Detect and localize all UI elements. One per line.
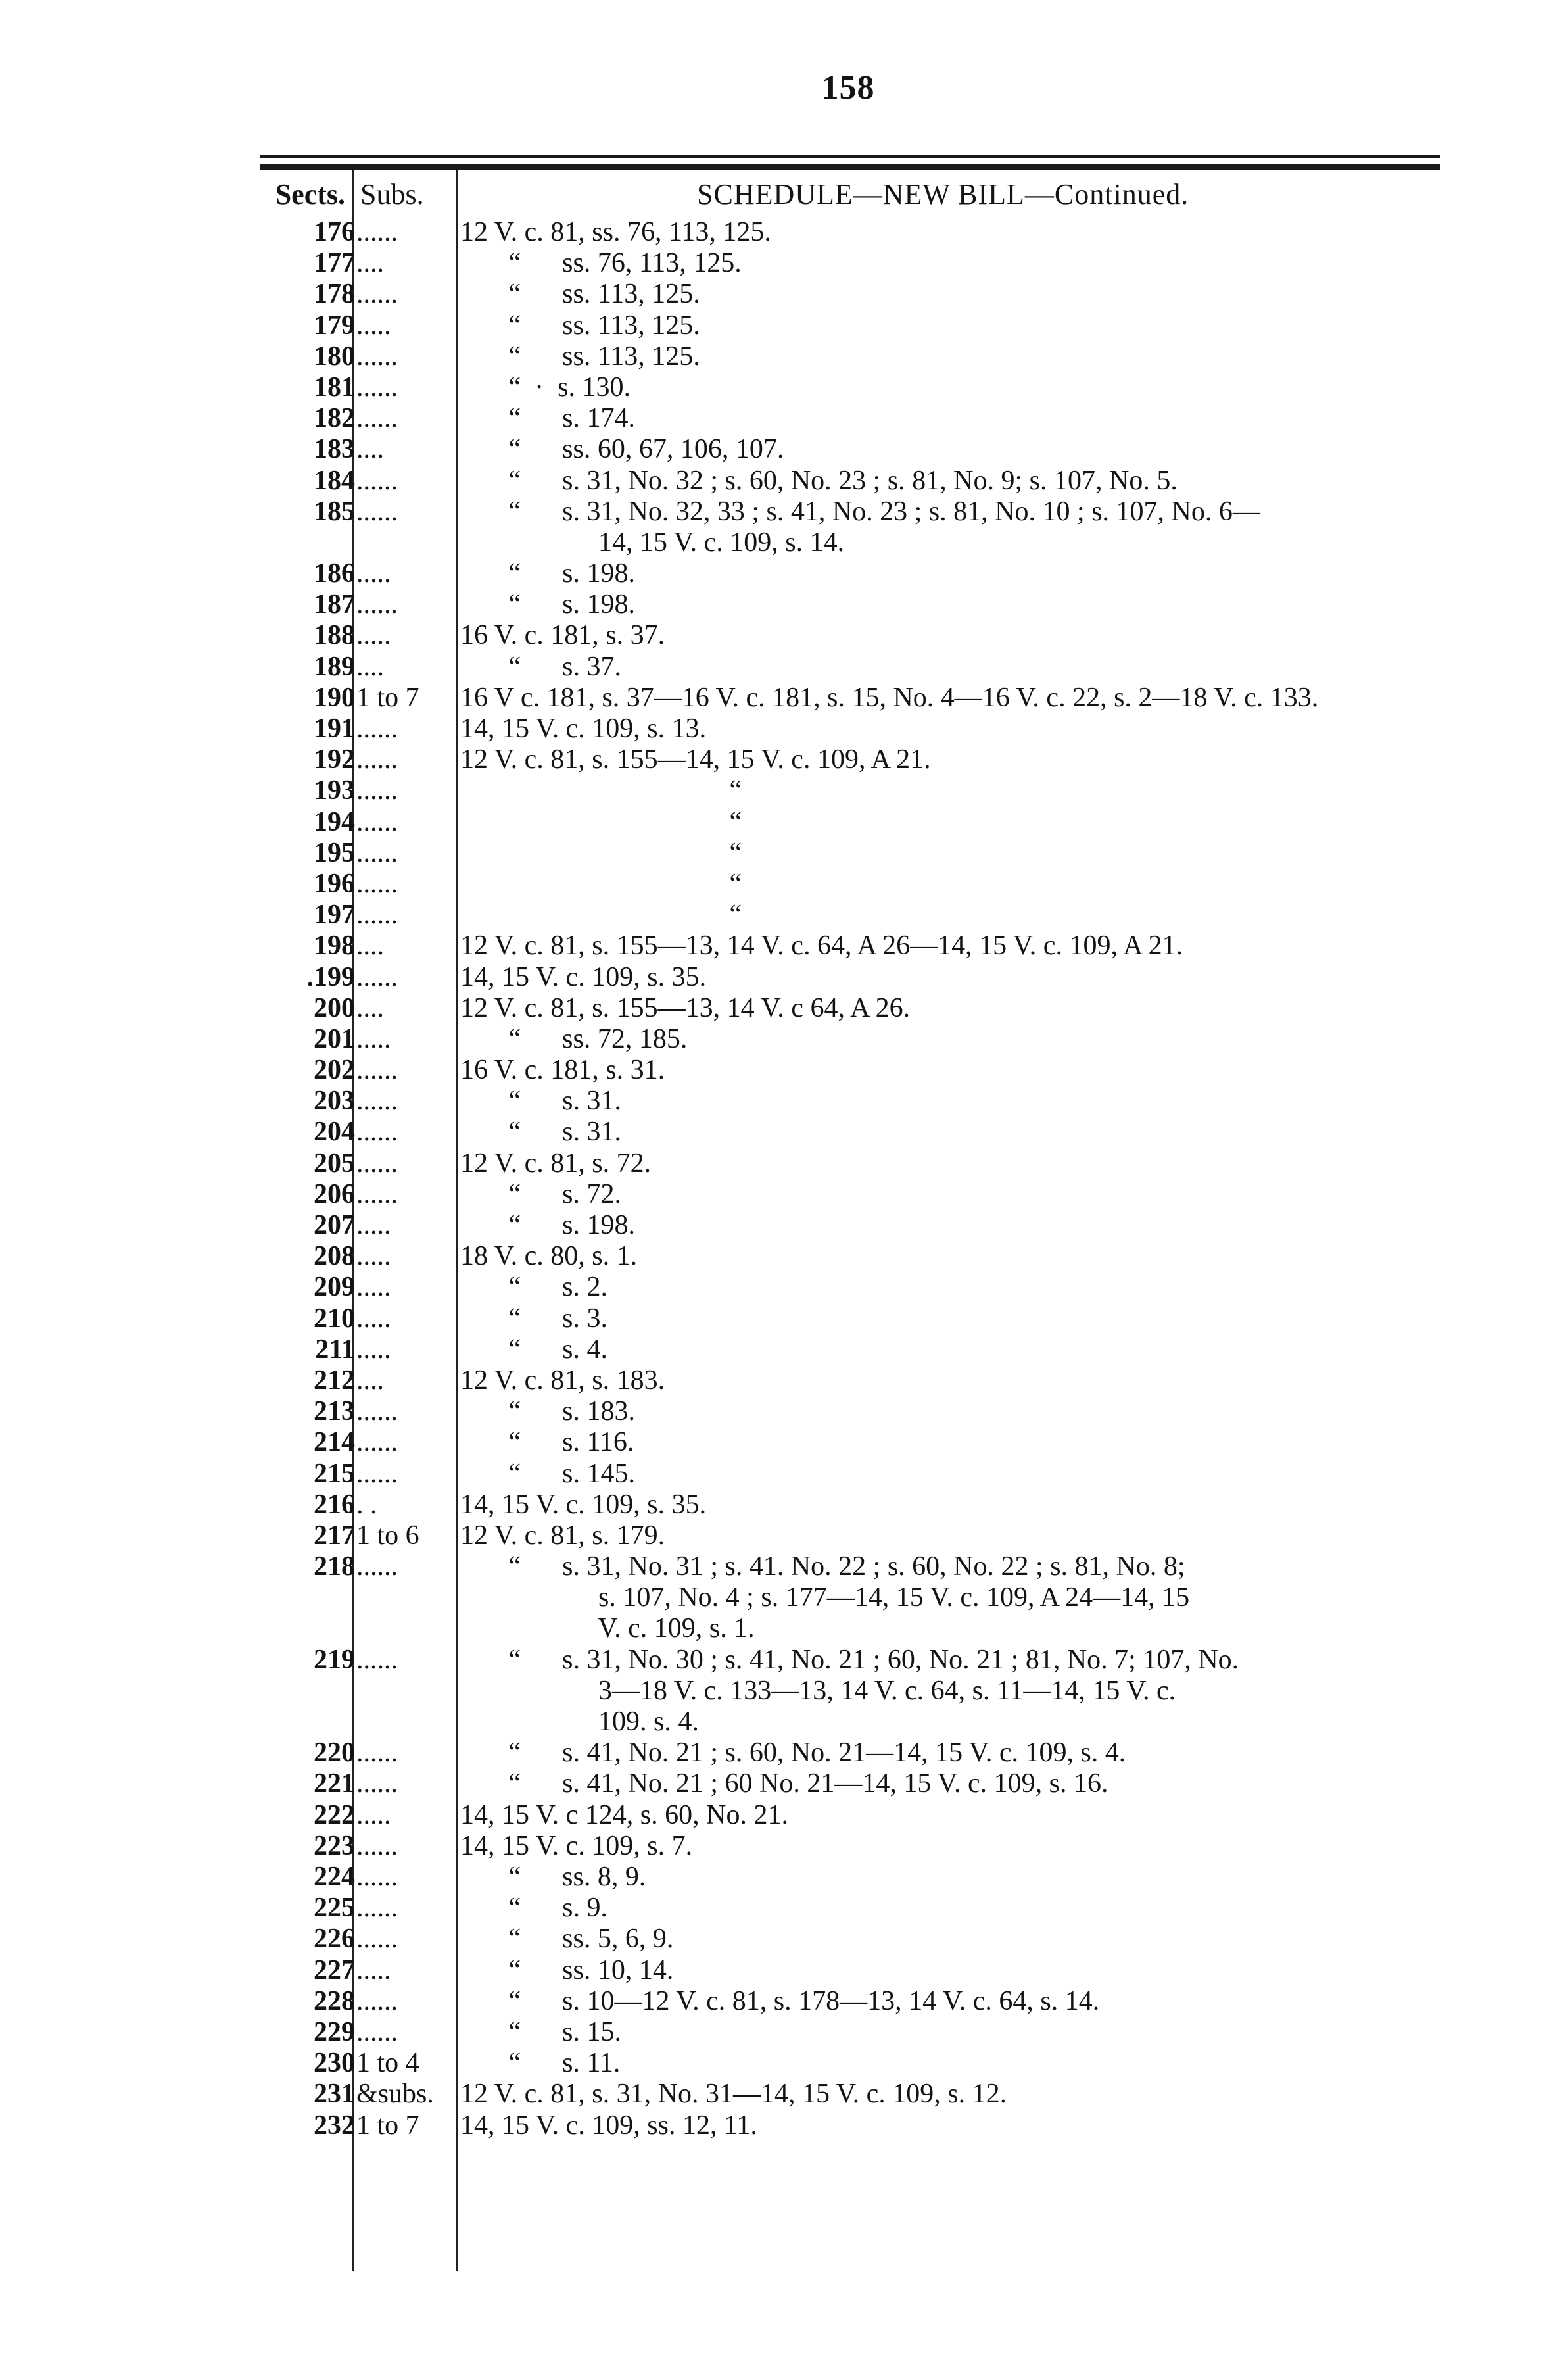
- section-number: 209: [314, 1272, 355, 1303]
- section-number: 205: [314, 1148, 355, 1178]
- section-number: 220: [314, 1737, 355, 1768]
- table-row: [0, 1303, 1547, 1334]
- table-row: [0, 1334, 1547, 1365]
- statute-reference: [460, 775, 1446, 806]
- reference-line: “ ss. 8, 9.: [460, 1862, 646, 1893]
- subsections: ......: [356, 868, 398, 899]
- section-number: 195: [314, 837, 355, 868]
- subsections: ......: [356, 775, 398, 806]
- subsections: ......: [356, 1830, 398, 1861]
- subsections: ......: [356, 714, 398, 744]
- section-number: 212: [314, 1365, 355, 1396]
- statute-reference: [460, 807, 1446, 838]
- table-row: [0, 620, 1547, 651]
- statute-reference: [460, 1893, 1446, 1924]
- table-row: [0, 900, 1547, 931]
- section-number: 202: [314, 1055, 355, 1086]
- section-number: 192: [314, 744, 355, 775]
- subsections: ....: [356, 931, 384, 961]
- section-number: 196: [314, 868, 355, 899]
- section-number: .199: [306, 961, 355, 992]
- statute-reference: [460, 1490, 1446, 1520]
- statute-reference: [460, 931, 1446, 961]
- subsections: ......: [356, 589, 398, 620]
- statute-reference: [460, 1210, 1446, 1241]
- statute-reference: [460, 838, 1446, 869]
- top-rule-thick: [260, 164, 1440, 170]
- table-row: [0, 248, 1547, 279]
- table-row: [0, 1862, 1547, 1893]
- subsections: ......: [356, 2016, 398, 2047]
- section-number: 189: [314, 651, 355, 682]
- reference-line: “ ss. 113, 125.: [460, 341, 700, 372]
- statute-reference: [460, 1459, 1446, 1490]
- reference-line: 14, 15 V. c. 109, s. 14.: [460, 527, 845, 558]
- subsections: ......: [356, 1396, 398, 1427]
- table-row: [0, 931, 1547, 961]
- table-row: [0, 807, 1547, 838]
- section-number: 219: [314, 1644, 355, 1675]
- reference-line: 12 V. c. 81, s. 155—13, 14 V. c. 64, A 26—14, 15 V. c. 109, A 21.: [460, 931, 1183, 961]
- statute-reference: [460, 1551, 1446, 1645]
- statute-reference: [460, 1241, 1446, 1272]
- statute-reference: [460, 2017, 1446, 2048]
- table-row: [0, 1800, 1547, 1831]
- reference-line: 12 V. c. 81, s. 155—14, 15 V. c. 109, A 21.: [460, 744, 931, 775]
- subsections: ......: [356, 1148, 398, 1178]
- statute-reference: [460, 1986, 1446, 2017]
- reference-line: 14, 15 V. c. 109, s. 35.: [460, 961, 707, 992]
- section-number: 191: [314, 714, 355, 744]
- subsections: ......: [356, 1086, 398, 1117]
- section-number: 190: [314, 682, 355, 713]
- section-number: 206: [314, 1178, 355, 1209]
- statute-reference: [460, 1086, 1446, 1117]
- section-number: 224: [314, 1862, 355, 1893]
- reference-line: 14, 15 V. c. 109, s. 7.: [460, 1830, 693, 1861]
- table-row: [0, 1241, 1547, 1272]
- section-number: 222: [314, 1799, 355, 1830]
- table-row: [0, 2110, 1547, 2141]
- reference-line: “ s. 31.: [460, 1117, 621, 1148]
- reference-line: “ s. 15.: [460, 2016, 621, 2047]
- table-row: [0, 2079, 1547, 2110]
- reference-line: 14, 15 V. c. 109, ss. 12, 11.: [460, 2110, 757, 2141]
- subsections: .....: [356, 1023, 391, 1054]
- reference-line: “ s. 41, No. 21 ; s. 60, No. 21—14, 15 V. c. 109, s. 4.: [460, 1737, 1126, 1768]
- section-number: 217: [314, 1520, 355, 1551]
- section-number: 181: [314, 372, 355, 402]
- reference-line: “ s. 31, No. 32, 33 ; s. 41, No. 23 ; s. 81, No. 10 ; s. 107, No. 6—: [460, 496, 1260, 527]
- section-number: 221: [314, 1768, 355, 1799]
- statute-reference: [460, 1117, 1446, 1148]
- section-number: 214: [314, 1427, 355, 1458]
- section-number: 218: [314, 1551, 355, 1582]
- statute-reference: [460, 466, 1446, 497]
- table-row: [0, 993, 1547, 1024]
- statute-reference: [460, 497, 1446, 558]
- reference-line: “ s. 31, No. 30 ; s. 41, No. 21 ; 60, No. 21 ; 81, No. 7; 107, No.: [460, 1644, 1239, 1675]
- reference-line: “ s. 41, No. 21 ; 60 No. 21—14, 15 V. c. 109, s. 16.: [460, 1768, 1108, 1799]
- subsections: ......: [356, 217, 398, 247]
- table-row: [0, 652, 1547, 683]
- section-number: 201: [314, 1023, 355, 1054]
- section-number: 227: [314, 1955, 355, 1985]
- header-subs: Subs.: [360, 178, 424, 210]
- reference-line: 12 V. c. 81, s. 155—13, 14 V. c 64, A 26.: [460, 992, 911, 1023]
- statute-reference: [460, 248, 1446, 279]
- header-sects: Sects.: [275, 178, 345, 210]
- section-number: 177: [314, 248, 355, 279]
- subsections: ......: [356, 279, 398, 310]
- table-row: [0, 497, 1547, 558]
- reference-line: “ s. 10—12 V. c. 81, s. 178—13, 14 V. c. 64, s. 14.: [460, 1985, 1100, 2016]
- subsections: ......: [356, 1893, 398, 1924]
- table-row: [0, 1148, 1547, 1179]
- section-number: 230: [314, 2048, 355, 2079]
- section-number: 179: [314, 310, 355, 341]
- subsections: .....: [356, 1303, 391, 1334]
- reference-line: “ s. 11.: [460, 2048, 621, 2079]
- section-number: 193: [314, 775, 355, 806]
- table-row: [0, 775, 1547, 806]
- table-row: [0, 589, 1547, 620]
- table-row: [0, 1210, 1547, 1241]
- schedule-table: [0, 217, 1547, 2141]
- top-rule-thin: [260, 155, 1440, 158]
- section-number: 231: [314, 2079, 355, 2110]
- statute-reference: [460, 1768, 1446, 1799]
- section-number: 176: [314, 217, 355, 247]
- subsections: ......: [356, 806, 398, 837]
- subsections: 1 to 7: [356, 2110, 419, 2141]
- statute-reference: [460, 1924, 1446, 1955]
- statute-reference: [460, 558, 1446, 589]
- table-row: [0, 1831, 1547, 1862]
- reference-line: 14, 15 V. c. 109, s. 13.: [460, 714, 707, 744]
- page-number: 158: [821, 69, 875, 107]
- table-row: [0, 434, 1547, 465]
- section-number: 197: [314, 900, 355, 931]
- reference-line: 12 V. c. 81, s. 179.: [460, 1520, 665, 1551]
- reference-line: “ ss. 10, 14.: [460, 1955, 674, 1985]
- reference-line: “: [460, 775, 742, 806]
- section-number: 216: [314, 1489, 355, 1520]
- reference-line: “ ss. 113, 125.: [460, 310, 700, 341]
- reference-line: 16 V. c. 181, s. 31.: [460, 1055, 665, 1086]
- reference-line: “ s. 72.: [460, 1178, 621, 1209]
- subsections: ......: [356, 1458, 398, 1489]
- subsections: ......: [356, 1117, 398, 1148]
- reference-line: “ s. 3.: [460, 1303, 607, 1334]
- statute-reference: [460, 869, 1446, 900]
- subsections: ....: [356, 1365, 384, 1396]
- section-number: 182: [314, 403, 355, 434]
- section-number: 200: [314, 992, 355, 1023]
- subsections: ......: [356, 900, 398, 931]
- reference-line: s. 107, No. 4 ; s. 177—14, 15 V. c. 109, A 24—14, 15: [460, 1582, 1190, 1613]
- subsections: 1 to 6: [356, 1520, 419, 1551]
- reference-line: V. c. 109, s. 1.: [460, 1613, 755, 1644]
- reference-line: “ s. 116.: [460, 1427, 634, 1458]
- subsections: ....: [356, 248, 384, 279]
- section-number: 203: [314, 1086, 355, 1117]
- subsections: .....: [356, 1955, 391, 1985]
- table-row: [0, 1955, 1547, 1986]
- reference-line: “: [460, 837, 742, 868]
- table-row: [0, 1893, 1547, 1924]
- subsections: ......: [356, 1551, 398, 1582]
- statute-reference: [460, 900, 1446, 931]
- section-number: 198: [314, 931, 355, 961]
- statute-reference: [460, 620, 1446, 651]
- subsections: ......: [356, 837, 398, 868]
- section-number: 210: [314, 1303, 355, 1334]
- reference-line: 14, 15 V. c. 109, s. 35.: [460, 1489, 707, 1520]
- statute-reference: [460, 1148, 1446, 1179]
- statute-reference: [460, 1179, 1446, 1210]
- table-row: [0, 466, 1547, 497]
- table-row: [0, 1086, 1547, 1117]
- subsections: ......: [356, 1862, 398, 1893]
- section-number: 207: [314, 1210, 355, 1241]
- subsections: ......: [356, 1985, 398, 2016]
- reference-line: 12 V. c. 81, s. 31, No. 31—14, 15 V. c. 109, s. 12.: [460, 2079, 1007, 2110]
- section-number: 228: [314, 1985, 355, 2016]
- statute-reference: [460, 1955, 1446, 1986]
- reference-line: “ s. 198.: [460, 1210, 635, 1241]
- subsections: . .: [356, 1489, 377, 1520]
- table-row: [0, 372, 1547, 403]
- statute-reference: [460, 2048, 1446, 2079]
- reference-line: “ ss. 72, 185.: [460, 1023, 688, 1054]
- section-number: 208: [314, 1241, 355, 1272]
- subsections: ......: [356, 341, 398, 372]
- statute-reference: [460, 993, 1446, 1024]
- table-row: [0, 744, 1547, 775]
- subsections: ......: [356, 1644, 398, 1675]
- subsections: ....: [356, 434, 384, 465]
- section-number: 225: [314, 1893, 355, 1924]
- reference-line: 16 V c. 181, s. 37—16 V. c. 181, s. 15, No. 4—16 V. c. 22, s. 2—18 V. c. 133.: [460, 682, 1319, 713]
- table-row: [0, 403, 1547, 434]
- table-row: [0, 1272, 1547, 1303]
- table-row: [0, 310, 1547, 341]
- reference-line: “: [460, 900, 742, 931]
- table-row: [0, 1737, 1547, 1768]
- statute-reference: [460, 652, 1446, 683]
- section-number: 223: [314, 1830, 355, 1861]
- table-row: [0, 1924, 1547, 1955]
- reference-line: 109. s. 4.: [460, 1707, 699, 1737]
- table-row: [0, 1365, 1547, 1396]
- subsections: .....: [356, 1799, 391, 1830]
- statute-reference: [460, 1800, 1446, 1831]
- reference-line: 12 V. c. 81, ss. 76, 113, 125.: [460, 217, 771, 247]
- statute-reference: [460, 372, 1446, 403]
- statute-reference: [460, 683, 1446, 714]
- subsections: ......: [356, 1924, 398, 1955]
- section-number: 226: [314, 1924, 355, 1955]
- subsections: .....: [356, 558, 391, 589]
- subsections: ......: [356, 372, 398, 402]
- section-number: 187: [314, 589, 355, 620]
- table-row: [0, 2048, 1547, 2079]
- subsections: .....: [356, 310, 391, 341]
- table-row: [0, 1396, 1547, 1427]
- reference-line: “ s. 145.: [460, 1458, 635, 1489]
- reference-line: “ · s. 130.: [460, 372, 631, 402]
- reference-line: 12 V. c. 81, s. 72.: [460, 1148, 652, 1178]
- subsections: .....: [356, 1241, 391, 1272]
- reference-line: 12 V. c. 81, s. 183.: [460, 1365, 665, 1396]
- section-number: 229: [314, 2016, 355, 2047]
- subsections: ......: [356, 744, 398, 775]
- statute-reference: [460, 714, 1446, 744]
- section-number: 204: [314, 1117, 355, 1148]
- section-number: 186: [314, 558, 355, 589]
- statute-reference: [460, 1427, 1446, 1458]
- statute-reference: [460, 1645, 1446, 1738]
- subsections: ......: [356, 1178, 398, 1209]
- section-number: 213: [314, 1396, 355, 1427]
- reference-line: “ s. 9.: [460, 1893, 607, 1924]
- section-number: 180: [314, 341, 355, 372]
- statute-reference: [460, 1831, 1446, 1862]
- reference-line: “: [460, 868, 742, 899]
- subsections: .....: [356, 1210, 391, 1241]
- section-number: 188: [314, 620, 355, 651]
- reference-line: “ ss. 60, 67, 106, 107.: [460, 434, 784, 465]
- reference-line: “: [460, 806, 742, 837]
- table-row: [0, 838, 1547, 869]
- reference-line: “ s. 4.: [460, 1334, 607, 1365]
- reference-line: “ ss. 113, 125.: [460, 279, 700, 310]
- statute-reference: [460, 341, 1446, 372]
- subsections: 1 to 4: [356, 2048, 419, 2079]
- subsections: ......: [356, 961, 398, 992]
- statute-reference: [460, 310, 1446, 341]
- statute-reference: [460, 2110, 1446, 2141]
- table-row: [0, 217, 1547, 248]
- statute-reference: [460, 279, 1446, 310]
- subsections: ......: [356, 1768, 398, 1799]
- subsections: .....: [356, 1272, 391, 1303]
- reference-line: “ s. 31, No. 31 ; s. 41. No. 22 ; s. 60, No. 22 ; s. 81, No. 8;: [460, 1551, 1185, 1582]
- reference-line: 14, 15 V. c 124, s. 60, No. 21.: [460, 1799, 788, 1830]
- table-row: [0, 1459, 1547, 1490]
- statute-reference: [460, 1396, 1446, 1427]
- reference-line: “ s. 37.: [460, 651, 621, 682]
- reference-line: 18 V. c. 80, s. 1.: [460, 1241, 638, 1272]
- section-number: 232: [314, 2110, 355, 2141]
- table-row: [0, 279, 1547, 310]
- section-number: 194: [314, 806, 355, 837]
- statute-reference: [460, 589, 1446, 620]
- reference-line: “ s. 31, No. 32 ; s. 60, No. 23 ; s. 81, No. 9; s. 107, No. 5.: [460, 465, 1178, 496]
- table-row: [0, 1490, 1547, 1520]
- reference-line: 16 V. c. 181, s. 37.: [460, 620, 665, 651]
- subsections: ......: [356, 1427, 398, 1458]
- table-row: [0, 1024, 1547, 1055]
- statute-reference: [460, 1365, 1446, 1396]
- table-row: [0, 2017, 1547, 2048]
- table-row: [0, 1117, 1547, 1148]
- statute-reference: [460, 1520, 1446, 1551]
- table-row: [0, 558, 1547, 589]
- statute-reference: [460, 1303, 1446, 1334]
- reference-line: “ s. 2.: [460, 1272, 607, 1303]
- section-number: 183: [314, 434, 355, 465]
- table-row: [0, 1645, 1547, 1738]
- table-row: [0, 341, 1547, 372]
- subsections: .....: [356, 620, 391, 651]
- subsections: .....: [356, 1334, 391, 1365]
- table-row: [0, 1551, 1547, 1645]
- reference-line: “ s. 198.: [460, 558, 635, 589]
- table-row: [0, 869, 1547, 900]
- table-row: [0, 1427, 1547, 1458]
- subsections: 1 to 7: [356, 682, 419, 713]
- statute-reference: [460, 434, 1446, 465]
- reference-line: “ s. 31.: [460, 1086, 621, 1117]
- section-number: 185: [314, 496, 355, 527]
- reference-line: “ s. 174.: [460, 403, 635, 434]
- statute-reference: [460, 744, 1446, 775]
- section-number: 184: [314, 465, 355, 496]
- table-row: [0, 714, 1547, 744]
- reference-line: “ ss. 5, 6, 9.: [460, 1924, 674, 1955]
- statute-reference: [460, 1272, 1446, 1303]
- table-row: [0, 1520, 1547, 1551]
- table-row: [0, 1055, 1547, 1086]
- subsections: &subs.: [356, 2079, 434, 2110]
- statute-reference: [460, 217, 1446, 248]
- subsections: ......: [356, 403, 398, 434]
- table-row: [0, 1986, 1547, 2017]
- subsections: ......: [356, 1055, 398, 1086]
- reference-line: “ ss. 76, 113, 125.: [460, 248, 742, 279]
- section-number: 211: [315, 1334, 355, 1365]
- table-row: [0, 683, 1547, 714]
- subsections: ......: [356, 465, 398, 496]
- reference-line: “ s. 183.: [460, 1396, 635, 1427]
- statute-reference: [460, 1055, 1446, 1086]
- statute-reference: [460, 1737, 1446, 1768]
- table-row: [0, 1179, 1547, 1210]
- table-row: [0, 1768, 1547, 1799]
- statute-reference: [460, 2079, 1446, 2110]
- table-row: [0, 962, 1547, 993]
- reference-line: 3—18 V. c. 133—13, 14 V. c. 64, s. 11—14, 15 V. c.: [460, 1675, 1176, 1706]
- statute-reference: [460, 1024, 1446, 1055]
- reference-line: “ s. 198.: [460, 589, 635, 620]
- statute-reference: [460, 962, 1446, 993]
- subsections: ......: [356, 496, 398, 527]
- subsections: ....: [356, 651, 384, 682]
- statute-reference: [460, 1334, 1446, 1365]
- schedule-title: SCHEDULE—NEW BILL—Continued.: [697, 178, 1189, 210]
- section-number: 178: [314, 279, 355, 310]
- subsections: ......: [356, 1737, 398, 1768]
- statute-reference: [460, 403, 1446, 434]
- subsections: ....: [356, 992, 384, 1023]
- section-number: 215: [314, 1458, 355, 1489]
- statute-reference: [460, 1862, 1446, 1893]
